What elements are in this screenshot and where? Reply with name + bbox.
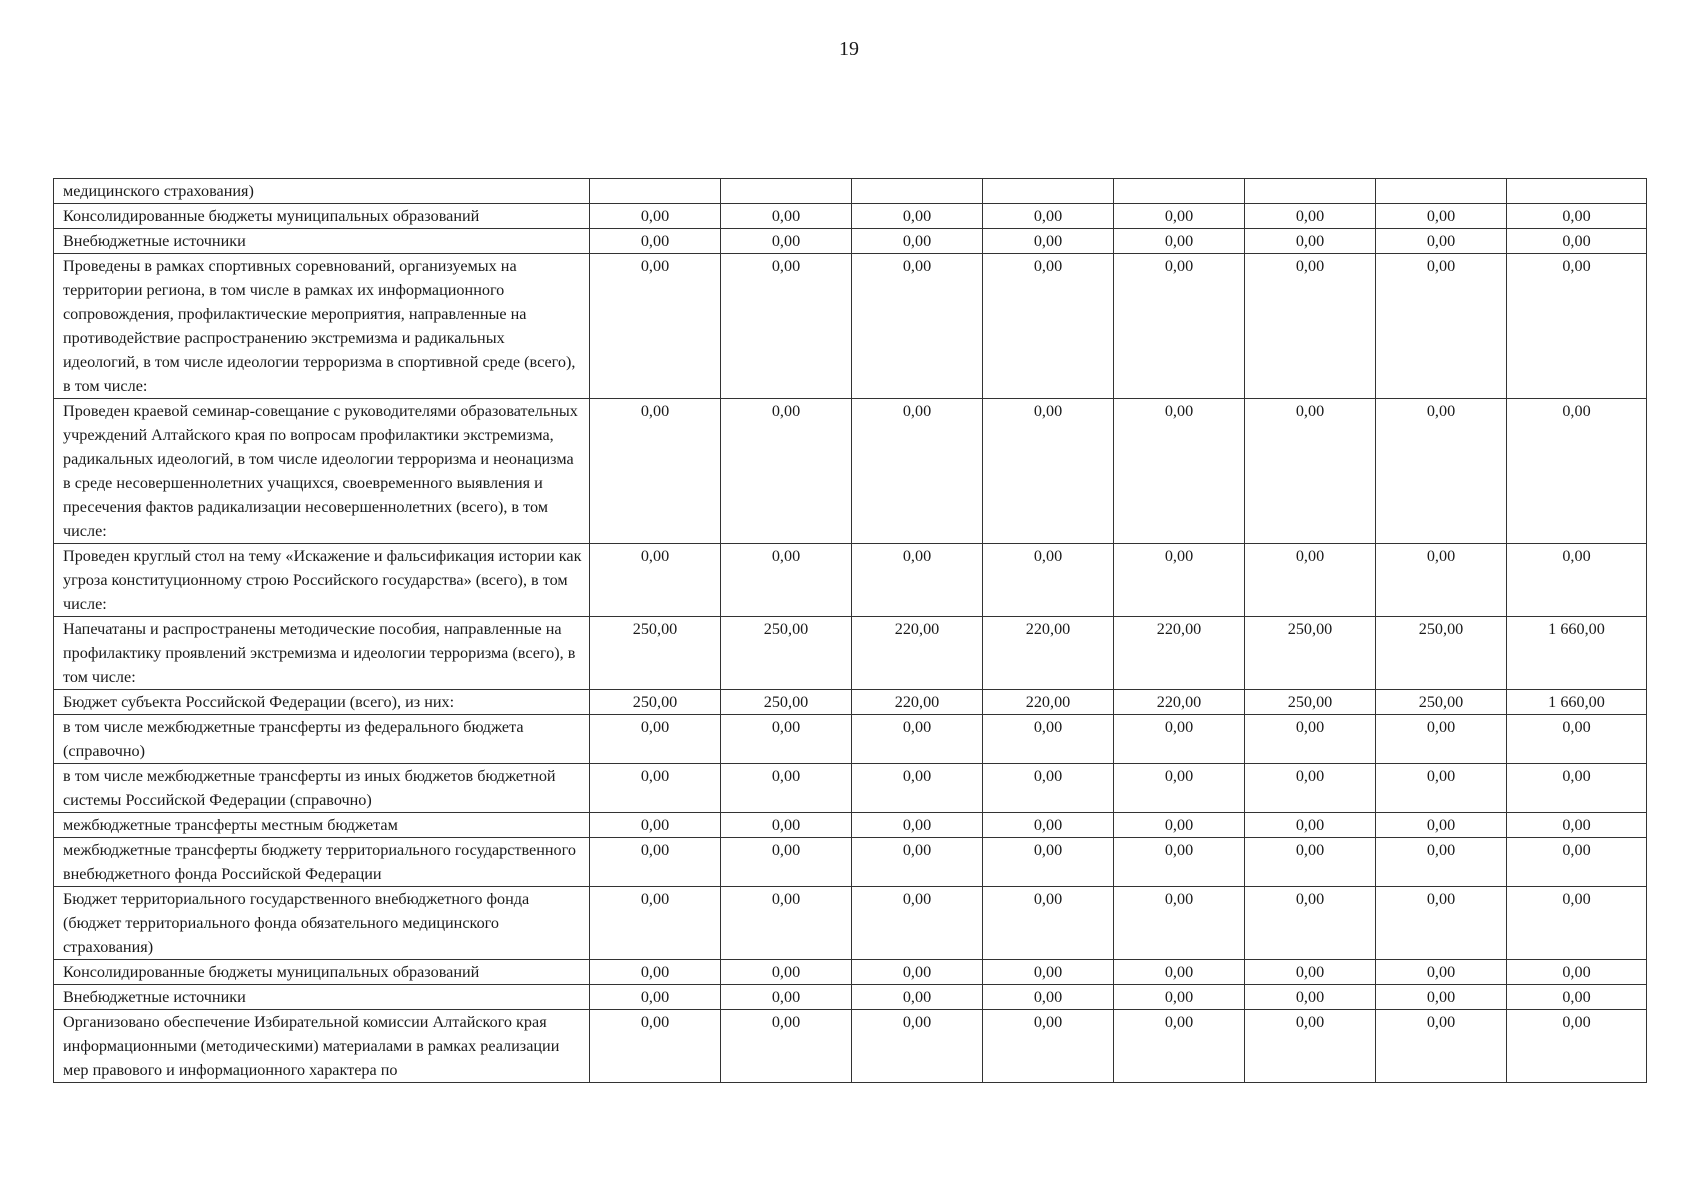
value-cell: 0,00 (852, 254, 983, 399)
value-cell: 250,00 (590, 690, 721, 715)
table-row (54, 838, 1647, 887)
value-cell: 0,00 (1114, 960, 1245, 985)
value-cell: 0,00 (852, 960, 983, 985)
row-label: Консолидированные бюджеты муниципальных образований (54, 204, 590, 229)
value-cell: 0,00 (1245, 715, 1376, 764)
value-cell: 0,00 (1114, 813, 1245, 838)
value-cell: 0,00 (983, 985, 1114, 1010)
value-cell: 0,00 (1507, 838, 1647, 887)
value-cell: 0,00 (721, 887, 852, 960)
value-cell: 0,00 (852, 887, 983, 960)
value-cell: 220,00 (1114, 690, 1245, 715)
table-row (54, 813, 1647, 838)
value-cell (1114, 179, 1245, 204)
value-cell: 0,00 (852, 204, 983, 229)
value-cell: 0,00 (852, 838, 983, 887)
value-cell: 0,00 (1376, 838, 1507, 887)
value-cell: 0,00 (1376, 960, 1507, 985)
value-cell: 250,00 (1245, 617, 1376, 690)
value-cell: 0,00 (1507, 544, 1647, 617)
table-row (54, 960, 1647, 985)
row-label: межбюджетные трансферты бюджету территориального государственного внебюджетного фонда Российской Федерации (54, 838, 590, 887)
row-label: Бюджет территориального государственного внебюджетного фонда (бюджет территориального фонда обязательного медицинского страхования) (54, 887, 590, 960)
table-body (54, 179, 1647, 1083)
value-cell: 0,00 (590, 399, 721, 544)
value-cell: 0,00 (1114, 399, 1245, 544)
value-cell: 0,00 (983, 813, 1114, 838)
value-cell (852, 179, 983, 204)
table-row (54, 229, 1647, 254)
budget-table (53, 178, 1647, 1083)
value-cell: 0,00 (852, 764, 983, 813)
value-cell (983, 179, 1114, 204)
value-cell: 0,00 (1245, 960, 1376, 985)
row-label: в том числе межбюджетные трансферты из федерального бюджета (справочно) (54, 715, 590, 764)
table-row (54, 544, 1647, 617)
value-cell: 220,00 (1114, 617, 1245, 690)
value-cell: 0,00 (1376, 229, 1507, 254)
value-cell: 250,00 (1245, 690, 1376, 715)
value-cell: 0,00 (1376, 254, 1507, 399)
value-cell: 0,00 (852, 229, 983, 254)
value-cell: 0,00 (590, 764, 721, 813)
value-cell: 250,00 (590, 617, 721, 690)
table-row (54, 179, 1647, 204)
value-cell (721, 179, 852, 204)
value-cell: 0,00 (1376, 715, 1507, 764)
value-cell: 0,00 (1507, 813, 1647, 838)
value-cell: 0,00 (590, 204, 721, 229)
value-cell: 0,00 (983, 764, 1114, 813)
value-cell: 0,00 (1507, 1010, 1647, 1083)
value-cell: 0,00 (983, 715, 1114, 764)
value-cell: 0,00 (852, 399, 983, 544)
value-cell: 0,00 (1376, 764, 1507, 813)
row-label: в том числе межбюджетные трансферты из иных бюджетов бюджетной системы Российской Федерации (справочно) (54, 764, 590, 813)
value-cell: 0,00 (590, 544, 721, 617)
value-cell: 0,00 (1245, 544, 1376, 617)
value-cell: 0,00 (1507, 960, 1647, 985)
value-cell: 0,00 (983, 887, 1114, 960)
value-cell: 220,00 (852, 690, 983, 715)
value-cell (590, 179, 721, 204)
value-cell: 0,00 (1245, 985, 1376, 1010)
value-cell: 0,00 (1114, 764, 1245, 813)
value-cell: 0,00 (721, 715, 852, 764)
value-cell: 0,00 (721, 1010, 852, 1083)
value-cell: 0,00 (852, 985, 983, 1010)
value-cell: 0,00 (721, 229, 852, 254)
row-label: Бюджет субъекта Российской Федерации (всего), из них: (54, 690, 590, 715)
value-cell: 0,00 (852, 1010, 983, 1083)
row-label: медицинского страхования) (54, 179, 590, 204)
value-cell: 0,00 (1114, 229, 1245, 254)
row-label: Напечатаны и распространены методические пособия, направленные на профилактику проявлений экстремизма и идеологии терроризма (всего), в том числе: (54, 617, 590, 690)
value-cell: 0,00 (1114, 254, 1245, 399)
row-label: Организовано обеспечение Избирательной комиссии Алтайского края информационными (методическими) материалами в рамках реализации мер правового и информационного характера по (54, 1010, 590, 1083)
value-cell: 0,00 (1114, 544, 1245, 617)
value-cell: 0,00 (721, 838, 852, 887)
row-label: Консолидированные бюджеты муниципальных образований (54, 960, 590, 985)
row-label: Проведены в рамках спортивных соревнований, организуемых на территории региона, в том числе в рамках их информационного сопровождения, профилактические мероприятия, направленные на противодействие распространению экстремизма и радикальных идеологий, в том числе идеологии терроризма в спортивной среде (всего), в том числе: (54, 254, 590, 399)
value-cell: 0,00 (590, 1010, 721, 1083)
value-cell: 220,00 (983, 617, 1114, 690)
value-cell: 0,00 (721, 813, 852, 838)
value-cell: 0,00 (721, 985, 852, 1010)
value-cell: 0,00 (1245, 764, 1376, 813)
value-cell: 0,00 (1245, 838, 1376, 887)
value-cell: 0,00 (1114, 1010, 1245, 1083)
table-row (54, 254, 1647, 399)
value-cell (1507, 179, 1647, 204)
value-cell: 0,00 (1376, 813, 1507, 838)
value-cell: 0,00 (1507, 887, 1647, 960)
value-cell: 0,00 (590, 887, 721, 960)
value-cell: 0,00 (983, 838, 1114, 887)
value-cell: 0,00 (590, 254, 721, 399)
value-cell: 220,00 (852, 617, 983, 690)
value-cell: 0,00 (1507, 399, 1647, 544)
value-cell: 250,00 (1376, 690, 1507, 715)
value-cell: 0,00 (721, 399, 852, 544)
value-cell: 0,00 (1376, 399, 1507, 544)
value-cell: 0,00 (721, 764, 852, 813)
value-cell: 0,00 (590, 985, 721, 1010)
value-cell: 0,00 (590, 838, 721, 887)
value-cell: 0,00 (1245, 399, 1376, 544)
value-cell: 0,00 (1376, 204, 1507, 229)
value-cell: 0,00 (1507, 764, 1647, 813)
value-cell: 0,00 (983, 229, 1114, 254)
value-cell: 0,00 (1114, 204, 1245, 229)
table-row (54, 204, 1647, 229)
value-cell: 0,00 (1245, 254, 1376, 399)
row-label: Внебюджетные источники (54, 229, 590, 254)
value-cell: 0,00 (1114, 715, 1245, 764)
value-cell: 0,00 (983, 1010, 1114, 1083)
value-cell: 0,00 (1376, 1010, 1507, 1083)
value-cell: 0,00 (1245, 887, 1376, 960)
value-cell: 0,00 (590, 229, 721, 254)
value-cell: 0,00 (1507, 229, 1647, 254)
value-cell: 0,00 (1376, 887, 1507, 960)
value-cell: 0,00 (1376, 544, 1507, 617)
value-cell: 0,00 (1114, 985, 1245, 1010)
value-cell: 0,00 (721, 254, 852, 399)
value-cell: 0,00 (1245, 813, 1376, 838)
value-cell: 0,00 (983, 960, 1114, 985)
page-number: 19 (839, 38, 859, 60)
value-cell: 250,00 (721, 617, 852, 690)
value-cell: 0,00 (852, 544, 983, 617)
value-cell: 0,00 (852, 715, 983, 764)
value-cell: 0,00 (590, 715, 721, 764)
table-row (54, 715, 1647, 764)
value-cell: 0,00 (1507, 254, 1647, 399)
value-cell: 0,00 (721, 544, 852, 617)
value-cell (1376, 179, 1507, 204)
value-cell: 0,00 (983, 544, 1114, 617)
value-cell: 0,00 (983, 204, 1114, 229)
value-cell: 0,00 (1114, 838, 1245, 887)
value-cell: 250,00 (721, 690, 852, 715)
row-label: Внебюджетные источники (54, 985, 590, 1010)
row-label: межбюджетные трансферты местным бюджетам (54, 813, 590, 838)
value-cell: 1 660,00 (1507, 617, 1647, 690)
value-cell: 0,00 (852, 813, 983, 838)
table-row (54, 985, 1647, 1010)
value-cell: 1 660,00 (1507, 690, 1647, 715)
value-cell (1245, 179, 1376, 204)
value-cell: 0,00 (983, 399, 1114, 544)
table-row (54, 399, 1647, 544)
value-cell: 0,00 (1507, 715, 1647, 764)
table-row (54, 764, 1647, 813)
value-cell: 0,00 (721, 204, 852, 229)
table-row (54, 617, 1647, 690)
row-label: Проведен круглый стол на тему «Искажение и фальсификация истории как угроза конституционному строю Российского государства» (всего), в том числе: (54, 544, 590, 617)
value-cell: 220,00 (983, 690, 1114, 715)
value-cell: 0,00 (1376, 985, 1507, 1010)
value-cell: 0,00 (590, 813, 721, 838)
value-cell: 0,00 (590, 960, 721, 985)
value-cell: 0,00 (1245, 229, 1376, 254)
row-label: Проведен краевой семинар-совещание с руководителями образовательных учреждений Алтайского края по вопросам профилактики экстремизма, радикальных идеологий, в том числе идеологии терроризма и неонацизма в среде несовершеннолетних учащихся, своевременного выявления и пресечения фактов радикализации несовершеннолетних (всего), в том числе: (54, 399, 590, 544)
table-row (54, 1010, 1647, 1083)
value-cell: 0,00 (1507, 985, 1647, 1010)
value-cell: 0,00 (1245, 204, 1376, 229)
table-row (54, 887, 1647, 960)
value-cell: 0,00 (721, 960, 852, 985)
value-cell: 0,00 (1507, 204, 1647, 229)
table-row (54, 690, 1647, 715)
value-cell: 250,00 (1376, 617, 1507, 690)
value-cell: 0,00 (1114, 887, 1245, 960)
value-cell: 0,00 (1245, 1010, 1376, 1083)
value-cell: 0,00 (983, 254, 1114, 399)
